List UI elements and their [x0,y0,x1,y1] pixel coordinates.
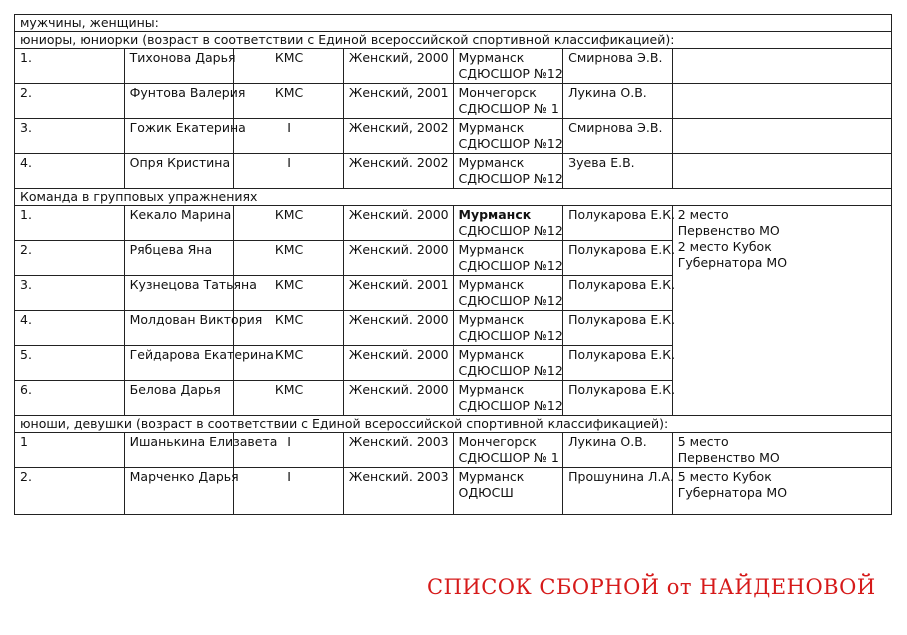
club-city: Мурманск [458,155,525,170]
athlete-name: Белова Дарья [124,381,234,416]
table-row [15,84,892,119]
row-number: 1. [15,206,125,241]
result-line: 5 место Кубок [677,469,772,484]
result [672,154,891,189]
sport-rank: КМС [234,241,344,276]
coach: Смирнова Э.В. [563,119,673,154]
section-title: мужчины, женщины: [15,15,892,32]
sport-rank: КМС [234,311,344,346]
club [453,84,563,119]
team-result-line: 2 место Кубок [677,239,772,254]
coach: Смирнова Э.В. [563,49,673,84]
athlete-name: Фунтова Валерия [124,84,234,119]
club [453,433,563,468]
gender-year: Женский, 2001 [343,84,453,119]
gender-year: Женский. 2000 [343,241,453,276]
athlete-name: Гейдарова Екатерина [124,346,234,381]
club [453,381,563,416]
sport-rank: I [234,119,344,154]
coach: Лукина О.В. [563,433,673,468]
club-school: СДЮСШОР №12 [458,136,563,151]
table-row [15,468,892,515]
coach: Полукарова Е.К. [563,381,673,416]
club-city: Мончегорск [458,85,537,100]
sport-rank: I [234,154,344,189]
document-caption: СПИСОК СБОРНОЙ от НАЙДЕНОВОЙ [427,575,876,599]
table-row [15,433,892,468]
club-city: Мончегорск [458,434,537,449]
athlete-name: Гожик Екатерина [124,119,234,154]
coach: Полукарова Е.К. [563,241,673,276]
athlete-name: Марченко Дарья [124,468,234,515]
section-row-juniors [15,32,892,49]
gender-year: Женский. 2000 [343,206,453,241]
table-row [15,206,892,241]
sport-rank: КМС [234,381,344,416]
club-school: ОДЮСШ [458,485,514,500]
sport-rank: КМС [234,206,344,241]
club [453,49,563,84]
gender-year: Женский. 2001 [343,276,453,311]
result [672,49,891,84]
athlete-name: Рябцева Яна [124,241,234,276]
club-school: СДЮСШОР №12 [458,171,563,186]
club-city: Мурманск [458,242,525,257]
result [672,119,891,154]
table-row [15,49,892,84]
row-number: 1 [15,433,125,468]
section-title: юноши, девушки (возраст в соответствии с Единой всероссийской спортивной классификацией): [15,416,892,433]
coach: Полукарова Е.К. [563,311,673,346]
team-result [672,206,891,416]
row-number: 4. [15,311,125,346]
club-city: Мурманск [458,312,525,327]
team-result-line: Губернатора МО [677,255,788,270]
club-school: СДЮСШОР №12 [458,328,563,343]
gender-year: Женский, 2002 [343,119,453,154]
sport-rank: I [234,468,344,515]
club-school: СДЮСШОР №12 [458,363,563,378]
club-school: СДЮСШОР №12 [458,398,563,413]
team-roster-table [14,14,892,515]
section-title: юниоры, юниорки (возраст в соответствии с Единой всероссийской спортивной классификацией): [15,32,892,49]
gender-year: Женский, 2000 [343,49,453,84]
club-school: СДЮСШОР №12 [458,66,563,81]
gender-year: Женский. 2003 [343,468,453,515]
coach: Зуева Е.В. [563,154,673,189]
row-number: 2. [15,468,125,515]
club-school: СДЮСШОР № 1 [458,101,559,116]
athlete-name: Молдован Виктория [124,311,234,346]
team-result-line: 2 место [677,207,729,222]
coach: Полукарова Е.К. [563,346,673,381]
club-city: Мурманск [458,469,525,484]
table-row [15,154,892,189]
row-number: 2. [15,241,125,276]
row-number: 5. [15,346,125,381]
sport-rank: I [234,433,344,468]
club-city: Мурманск [458,277,525,292]
club-city: Мурманск [458,382,525,397]
section-row-men-women [15,15,892,32]
club-city: Мурманск [458,120,525,135]
coach: Прошунина Л.А. [563,468,673,515]
sport-rank: КМС [234,84,344,119]
result [672,433,891,468]
coach: Полукарова Е.К. [563,276,673,311]
club-city: Мурманск [458,50,525,65]
row-number: 1. [15,49,125,84]
athlete-name: Опря Кристина [124,154,234,189]
athlete-name: Ишанькина Елизавета [124,433,234,468]
coach: Лукина О.В. [563,84,673,119]
sport-rank: КМС [234,276,344,311]
club [453,276,563,311]
row-number: 2. [15,84,125,119]
athlete-name: Тихонова Дарья [124,49,234,84]
row-number: 3. [15,276,125,311]
section-row-youth [15,416,892,433]
club [453,346,563,381]
team-result-line: Первенство МО [677,223,780,238]
section-title: Команда в групповых упражнениях [15,189,892,206]
coach: Полукарова Е.К. [563,206,673,241]
club-school: СДЮСШОР №12 [458,258,563,273]
club-city: Мурманск [458,347,525,362]
club [453,154,563,189]
result [672,468,891,515]
row-number: 6. [15,381,125,416]
sport-rank: КМС [234,346,344,381]
club [453,468,563,515]
gender-year: Женский. 2000 [343,311,453,346]
club-city: Мурманск [458,207,532,222]
athlete-name: Кекало Марина [124,206,234,241]
club [453,119,563,154]
club [453,241,563,276]
club-school: СДЮСШОР №12 [458,293,563,308]
row-number: 3. [15,119,125,154]
athlete-name: Кузнецова Татьяна [124,276,234,311]
gender-year: Женский. 2000 [343,381,453,416]
club [453,206,563,241]
club-school: СДЮСШОР № 1 [458,450,559,465]
sport-rank: КМС [234,49,344,84]
result-line: 5 место [677,434,729,449]
result [672,84,891,119]
club [453,311,563,346]
result-line: Губернатора МО [677,485,788,500]
gender-year: Женский. 2000 [343,346,453,381]
club-school: СДЮСШОР №12 [458,223,563,238]
table-row [15,119,892,154]
result-line: Первенство МО [677,450,780,465]
gender-year: Женский. 2002 [343,154,453,189]
gender-year: Женский. 2003 [343,433,453,468]
row-number: 4. [15,154,125,189]
section-row-group-team [15,189,892,206]
